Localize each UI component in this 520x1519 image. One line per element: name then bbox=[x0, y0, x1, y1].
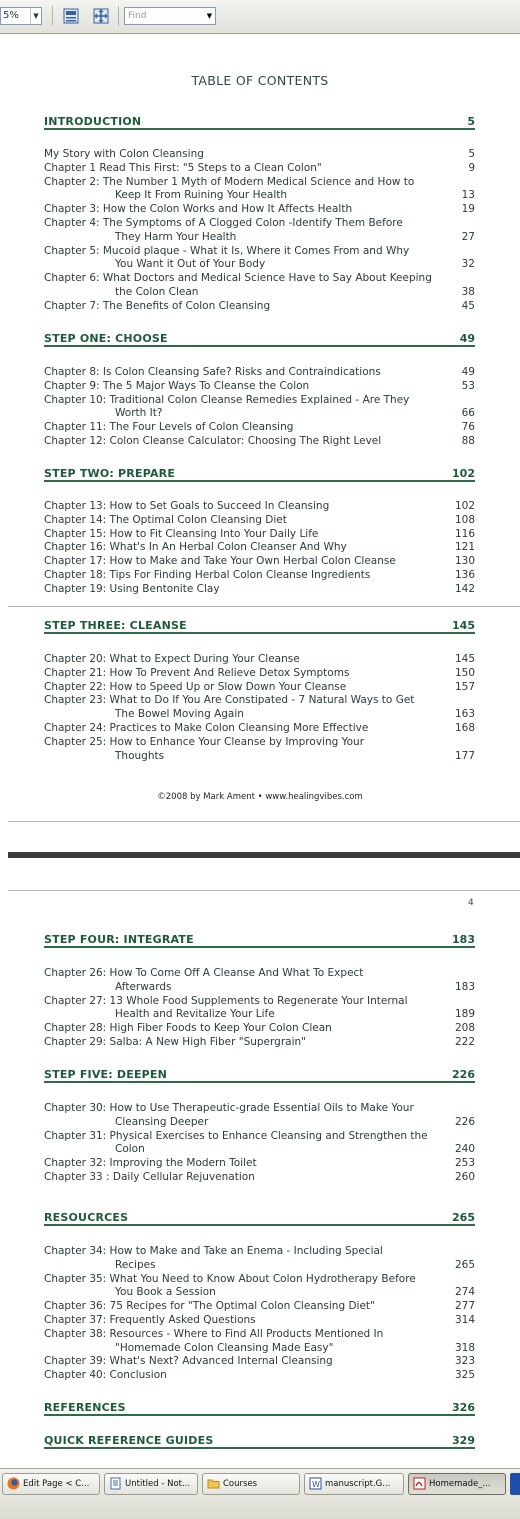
page-top-edge bbox=[8, 890, 520, 891]
entry-title: Chapter 3: How the Colon Works and How It Affects Health bbox=[44, 203, 353, 216]
taskbar-button-label: manuscript.G... bbox=[325, 1479, 391, 1489]
entry-page-number: 49 bbox=[461, 366, 475, 378]
taskbar-button[interactable] bbox=[202, 1473, 300, 1495]
entry-title: Chapter 17: How to Make and Take Your Own Herbal Colon Cleanse bbox=[44, 555, 396, 568]
toc-entry[interactable] bbox=[44, 394, 475, 422]
entry-page-number: 325 bbox=[454, 1369, 475, 1382]
toc-title: TABLE OF CONTENTS bbox=[191, 73, 329, 88]
entry-page-number: 66 bbox=[461, 407, 475, 420]
entry-title-continued: Worth It? bbox=[115, 407, 163, 420]
entry-title: Chapter 28: High Fiber Foods to Keep Your Colon Clean bbox=[44, 1022, 332, 1035]
page-gap-bar bbox=[8, 852, 520, 858]
entry-page-number: 177 bbox=[454, 749, 475, 762]
entry-title: Chapter 18: Tips For Finding Herbal Colon Cleanse Ingredients bbox=[44, 569, 371, 581]
reader-toolbar bbox=[0, 0, 520, 34]
entry-title: Chapter 24: Practices to Make Colon Cleansing More Effective bbox=[44, 722, 369, 734]
toc-entry[interactable] bbox=[44, 1130, 475, 1158]
windows-taskbar bbox=[0, 1468, 520, 1519]
section-page-number: 5 bbox=[467, 115, 475, 128]
toc-section-heading[interactable] bbox=[44, 1401, 475, 1416]
section-page-number: 265 bbox=[452, 1211, 475, 1224]
entry-title: Chapter 13: How to Set Goals to Succeed In Cleansing bbox=[44, 500, 330, 512]
taskbar-button-label: Edit Page < C... bbox=[23, 1479, 90, 1489]
section-page-number: 145 bbox=[452, 619, 475, 632]
section-page-number: 49 bbox=[459, 332, 475, 345]
section-label: STEP TWO: PREPARE bbox=[44, 467, 176, 480]
toc-entry[interactable] bbox=[44, 569, 475, 583]
toc-entry[interactable] bbox=[44, 1300, 475, 1314]
entry-page-number: 240 bbox=[454, 1143, 475, 1156]
toc-entry[interactable] bbox=[44, 1157, 475, 1171]
entry-page-number: 260 bbox=[454, 1171, 475, 1183]
entry-page-number: 277 bbox=[454, 1300, 475, 1313]
entry-title: Chapter 36: 75 Recipes for "The Optimal Colon Cleansing Diet" bbox=[44, 1300, 375, 1313]
entry-title: Chapter 14: The Optimal Colon Cleansing Diet bbox=[44, 513, 287, 526]
entry-title: Chapter 16: What's In An Herbal Colon Cleanser And Why bbox=[44, 541, 347, 554]
section-label: RESOUCRCES bbox=[44, 1211, 129, 1224]
entry-page-number: 189 bbox=[454, 1008, 475, 1021]
entry-page-number: 150 bbox=[454, 666, 475, 679]
zoom-input[interactable] bbox=[0, 7, 42, 25]
toc-entry[interactable] bbox=[44, 694, 475, 722]
toc-entry[interactable] bbox=[44, 722, 475, 736]
toc-entry[interactable] bbox=[44, 1245, 475, 1273]
taskbar-button-label: Untitled - Not... bbox=[125, 1479, 191, 1489]
entry-page-number: 318 bbox=[454, 1341, 475, 1354]
find-placeholder: Find bbox=[128, 11, 147, 21]
page-bottom-edge bbox=[8, 821, 520, 822]
entry-title: Chapter 7: The Benefits of Colon Cleansing bbox=[44, 299, 271, 312]
toc-entry[interactable] bbox=[44, 667, 475, 681]
toc-entry[interactable] bbox=[44, 500, 475, 514]
zoom-value: 5% bbox=[3, 10, 19, 21]
entry-title: Chapter 21: How To Prevent And Relieve Detox Symptoms bbox=[44, 666, 350, 679]
find-dropdown-icon[interactable]: ▼ bbox=[206, 12, 213, 20]
folder-icon bbox=[207, 1477, 220, 1490]
section-label: STEP FOUR: INTEGRATE bbox=[44, 933, 194, 946]
entry-page-number: 183 bbox=[454, 980, 475, 993]
entry-title: Chapter 9: The 5 Major Ways To Cleanse the Colon bbox=[44, 379, 310, 392]
toc-section-heading[interactable] bbox=[44, 619, 475, 634]
entry-title: Chapter 19: Using Bentonite Clay bbox=[44, 582, 220, 595]
entry-page-number: 168 bbox=[454, 722, 475, 734]
entry-title: Chapter 22: How to Speed Up or Slow Down Your Cleanse bbox=[44, 680, 347, 693]
firefox-icon bbox=[7, 1477, 20, 1490]
toc-entry[interactable] bbox=[44, 176, 475, 204]
taskbar-button[interactable] bbox=[2, 1473, 100, 1495]
zoom-dropdown-icon[interactable]: ▼ bbox=[30, 8, 41, 24]
entry-title: Chapter 38: Resources - Where to Find All Products Mentioned In bbox=[44, 1327, 384, 1340]
entry-title-continued: "Homemade Colon Cleansing Made Easy" bbox=[115, 1341, 334, 1354]
entry-page-number: 45 bbox=[461, 299, 475, 312]
entry-title-continued: The Bowel Moving Again bbox=[115, 708, 244, 721]
toc-entry[interactable] bbox=[44, 245, 475, 273]
entry-page-number: 19 bbox=[461, 203, 475, 216]
entry-title-continued: the Colon Clean bbox=[115, 285, 199, 298]
toc-entry[interactable] bbox=[44, 1036, 475, 1050]
toc-entry[interactable] bbox=[44, 583, 475, 597]
toc-section-heading[interactable] bbox=[44, 467, 475, 482]
entry-title: Chapter 40: Conclusion bbox=[44, 1369, 167, 1382]
entry-title: Chapter 25: How to Enhance Your Cleanse by Improving Your bbox=[44, 735, 365, 748]
entry-title-continued: Recipes bbox=[115, 1258, 156, 1271]
entry-page-number: 88 bbox=[461, 435, 475, 447]
entry-page-number: 253 bbox=[454, 1157, 475, 1170]
toc-section-heading[interactable] bbox=[44, 1211, 475, 1226]
entry-title-continued: Health and Revitalize Your Life bbox=[115, 1008, 275, 1021]
section-label: QUICK REFERENCE GUIDES bbox=[44, 1434, 214, 1447]
toc-section-heading[interactable] bbox=[44, 933, 475, 948]
taskbar-button[interactable] bbox=[304, 1473, 404, 1495]
toc-entry[interactable] bbox=[44, 528, 475, 542]
page-break-line bbox=[8, 606, 520, 607]
entry-title: Chapter 12: Colon Cleanse Calculator: Choosing The Right Level bbox=[44, 435, 382, 447]
toc-section-heading[interactable] bbox=[44, 1068, 475, 1083]
toc-section-heading[interactable] bbox=[44, 1434, 475, 1449]
page-number: 4 bbox=[468, 898, 474, 908]
entry-page-number: 108 bbox=[454, 513, 475, 526]
svg-text:W: W bbox=[312, 1480, 320, 1489]
entry-title-continued: Keep It From Ruining Your Health bbox=[115, 189, 288, 202]
entry-page-number: 314 bbox=[454, 1314, 475, 1326]
entry-title: Chapter 5: Mucoid plaque - What it Is, Where it Comes From and Why bbox=[44, 244, 410, 257]
section-page-number: 102 bbox=[452, 467, 475, 480]
entry-page-number: 32 bbox=[461, 258, 475, 271]
entry-title: Chapter 10: Traditional Colon Cleanse Remedies Explained - Are They bbox=[44, 393, 410, 406]
entry-title: Chapter 1 Read This First: "5 Steps to a Clean Colon" bbox=[44, 161, 322, 174]
entry-page-number: 116 bbox=[454, 527, 475, 540]
toc-entry[interactable] bbox=[44, 217, 475, 245]
entry-title-continued: Cleansing Deeper bbox=[115, 1115, 209, 1128]
toolbar-separator bbox=[118, 6, 119, 26]
fit-width-icon[interactable] bbox=[62, 7, 80, 25]
toc-entry[interactable] bbox=[44, 1314, 475, 1328]
entry-page-number: 38 bbox=[461, 285, 475, 298]
entry-page-number: 265 bbox=[454, 1258, 475, 1271]
toc-entry[interactable] bbox=[44, 681, 475, 695]
entry-page-number: 102 bbox=[454, 500, 475, 512]
entry-title: Chapter 6: What Doctors and Medical Science Have to Say About Keeping bbox=[44, 272, 432, 285]
entry-title: Chapter 32: Improving the Modern Toilet bbox=[44, 1157, 257, 1170]
entry-page-number: 5 bbox=[468, 148, 475, 160]
entry-page-number: 53 bbox=[461, 379, 475, 392]
toc-entry[interactable] bbox=[44, 380, 475, 394]
toc-entry[interactable] bbox=[44, 148, 475, 162]
entry-page-number: 226 bbox=[454, 1115, 475, 1128]
entry-page-number: 163 bbox=[454, 708, 475, 721]
entry-page-number: 27 bbox=[461, 230, 475, 243]
entry-page-number: 76 bbox=[461, 421, 475, 434]
toc-entry[interactable] bbox=[44, 514, 475, 528]
toc-entry[interactable] bbox=[44, 272, 475, 300]
entry-page-number: 145 bbox=[454, 653, 475, 665]
entry-title: Chapter 4: The Symptoms of A Clogged Colon -Identify Them Before bbox=[44, 217, 403, 229]
entry-page-number: 121 bbox=[454, 541, 475, 554]
entry-title: Chapter 35: What You Need to Know About Colon Hydrotherapy Before bbox=[44, 1272, 416, 1285]
section-label: INTRODUCTION bbox=[44, 115, 142, 128]
toc-entry[interactable] bbox=[44, 1022, 475, 1036]
taskbar-button[interactable] bbox=[408, 1473, 506, 1495]
taskbar-button-label: Courses bbox=[223, 1479, 258, 1489]
entry-page-number: 142 bbox=[454, 582, 475, 595]
entry-title: Chapter 30: How to Use Therapeutic-grade Essential Oils to Make Your bbox=[44, 1102, 414, 1114]
toc-entry[interactable] bbox=[44, 421, 475, 435]
taskbar-button-label: Homemade_... bbox=[429, 1479, 491, 1489]
entry-page-number: 274 bbox=[454, 1286, 475, 1299]
entry-title: Chapter 11: The Four Levels of Colon Cleansing bbox=[44, 421, 294, 434]
toc-entry[interactable] bbox=[44, 203, 475, 217]
entry-title: Chapter 37: Frequently Asked Questions bbox=[44, 1314, 256, 1326]
entry-title-continued: Thoughts bbox=[115, 749, 165, 762]
find-input[interactable] bbox=[124, 7, 216, 25]
entry-title-continued: They Harm Your Health bbox=[115, 230, 237, 243]
section-page-number: 326 bbox=[452, 1401, 475, 1414]
entry-page-number: 323 bbox=[454, 1355, 475, 1368]
page-footer: ©2008 by Mark Ament • www.healingvibes.com bbox=[157, 792, 363, 802]
entry-page-number: 136 bbox=[454, 569, 475, 581]
entry-title: Chapter 29: Salba: A New High Fiber "Supergrain" bbox=[44, 1036, 306, 1048]
toc-entry[interactable] bbox=[44, 995, 475, 1023]
entry-page-number: 9 bbox=[468, 161, 475, 174]
section-page-number: 183 bbox=[452, 933, 475, 946]
toc-entry[interactable] bbox=[44, 300, 475, 314]
entry-page-number: 208 bbox=[454, 1022, 475, 1035]
taskbar-button[interactable] bbox=[104, 1473, 198, 1495]
toc-entry[interactable] bbox=[44, 162, 475, 176]
entry-page-number: 13 bbox=[461, 189, 475, 202]
entry-title: Chapter 23: What to Do If You Are Constipated - 7 Natural Ways to Get bbox=[44, 694, 415, 707]
entry-title: Chapter 34: How to Make and Take an Enema - Including Special bbox=[44, 1245, 383, 1257]
entry-title: My Story with Colon Cleansing bbox=[44, 148, 204, 160]
toc-entry[interactable] bbox=[44, 653, 475, 667]
entry-page-number: 130 bbox=[454, 555, 475, 568]
toc-entry[interactable] bbox=[44, 736, 475, 764]
section-page-number: 226 bbox=[452, 1068, 475, 1081]
toc-section-heading[interactable] bbox=[44, 332, 475, 347]
fit-page-icon[interactable] bbox=[92, 7, 110, 25]
taskbar-overflow-button[interactable] bbox=[510, 1473, 520, 1495]
entry-title: Chapter 15: How to Fit Cleansing Into Your Daily Life bbox=[44, 527, 319, 540]
toc-entry[interactable] bbox=[44, 1273, 475, 1301]
word-icon bbox=[309, 1477, 322, 1490]
toc-entry[interactable] bbox=[44, 1328, 475, 1356]
entry-title: Chapter 27: 13 Whole Food Supplements to Regenerate Your Internal bbox=[44, 994, 408, 1007]
entry-title-continued: You Book a Session bbox=[115, 1286, 216, 1299]
entry-title-continued: Colon bbox=[115, 1143, 145, 1156]
entry-title-continued: You Want it Out of Your Body bbox=[115, 258, 266, 271]
toc-entry[interactable] bbox=[44, 555, 475, 569]
section-page-number: 329 bbox=[452, 1434, 475, 1447]
notepad-icon bbox=[109, 1477, 122, 1490]
toc-entry[interactable] bbox=[44, 1355, 475, 1369]
toc-entry[interactable] bbox=[44, 435, 475, 449]
entry-title: Chapter 20: What to Expect During Your Cleanse bbox=[44, 653, 300, 665]
section-label: STEP THREE: CLEANSE bbox=[44, 619, 187, 632]
toc-section-heading[interactable] bbox=[44, 115, 475, 130]
pdf-icon bbox=[413, 1477, 426, 1490]
entry-page-number: 157 bbox=[454, 680, 475, 693]
toc-entry[interactable] bbox=[44, 1171, 475, 1185]
toolbar-separator bbox=[52, 6, 53, 26]
entry-title: Chapter 8: Is Colon Cleansing Safe? Risks and Contraindications bbox=[44, 366, 381, 378]
toc-entry[interactable] bbox=[44, 366, 475, 380]
toc-entry[interactable] bbox=[44, 541, 475, 555]
toc-entry[interactable] bbox=[44, 1102, 475, 1130]
entry-title-continued: Afterwards bbox=[115, 980, 172, 993]
entry-title: Chapter 33 : Daily Cellular Rejuvenation bbox=[44, 1171, 255, 1183]
toc-entry[interactable] bbox=[44, 967, 475, 995]
entry-title: Chapter 26: How To Come Off A Cleanse And What To Expect bbox=[44, 967, 364, 979]
section-label: STEP FIVE: DEEPEN bbox=[44, 1068, 168, 1081]
entry-page-number: 222 bbox=[454, 1036, 475, 1048]
entry-title: Chapter 31: Physical Exercises to Enhance Cleansing and Strengthen the bbox=[44, 1129, 428, 1142]
section-label: STEP ONE: CHOOSE bbox=[44, 332, 168, 345]
toc-entry[interactable] bbox=[44, 1369, 475, 1383]
entry-title: Chapter 2: The Number 1 Myth of Modern Medical Science and How to bbox=[44, 175, 415, 188]
entry-title: Chapter 39: What's Next? Advanced Internal Cleansing bbox=[44, 1355, 333, 1368]
section-label: REFERENCES bbox=[44, 1401, 126, 1414]
